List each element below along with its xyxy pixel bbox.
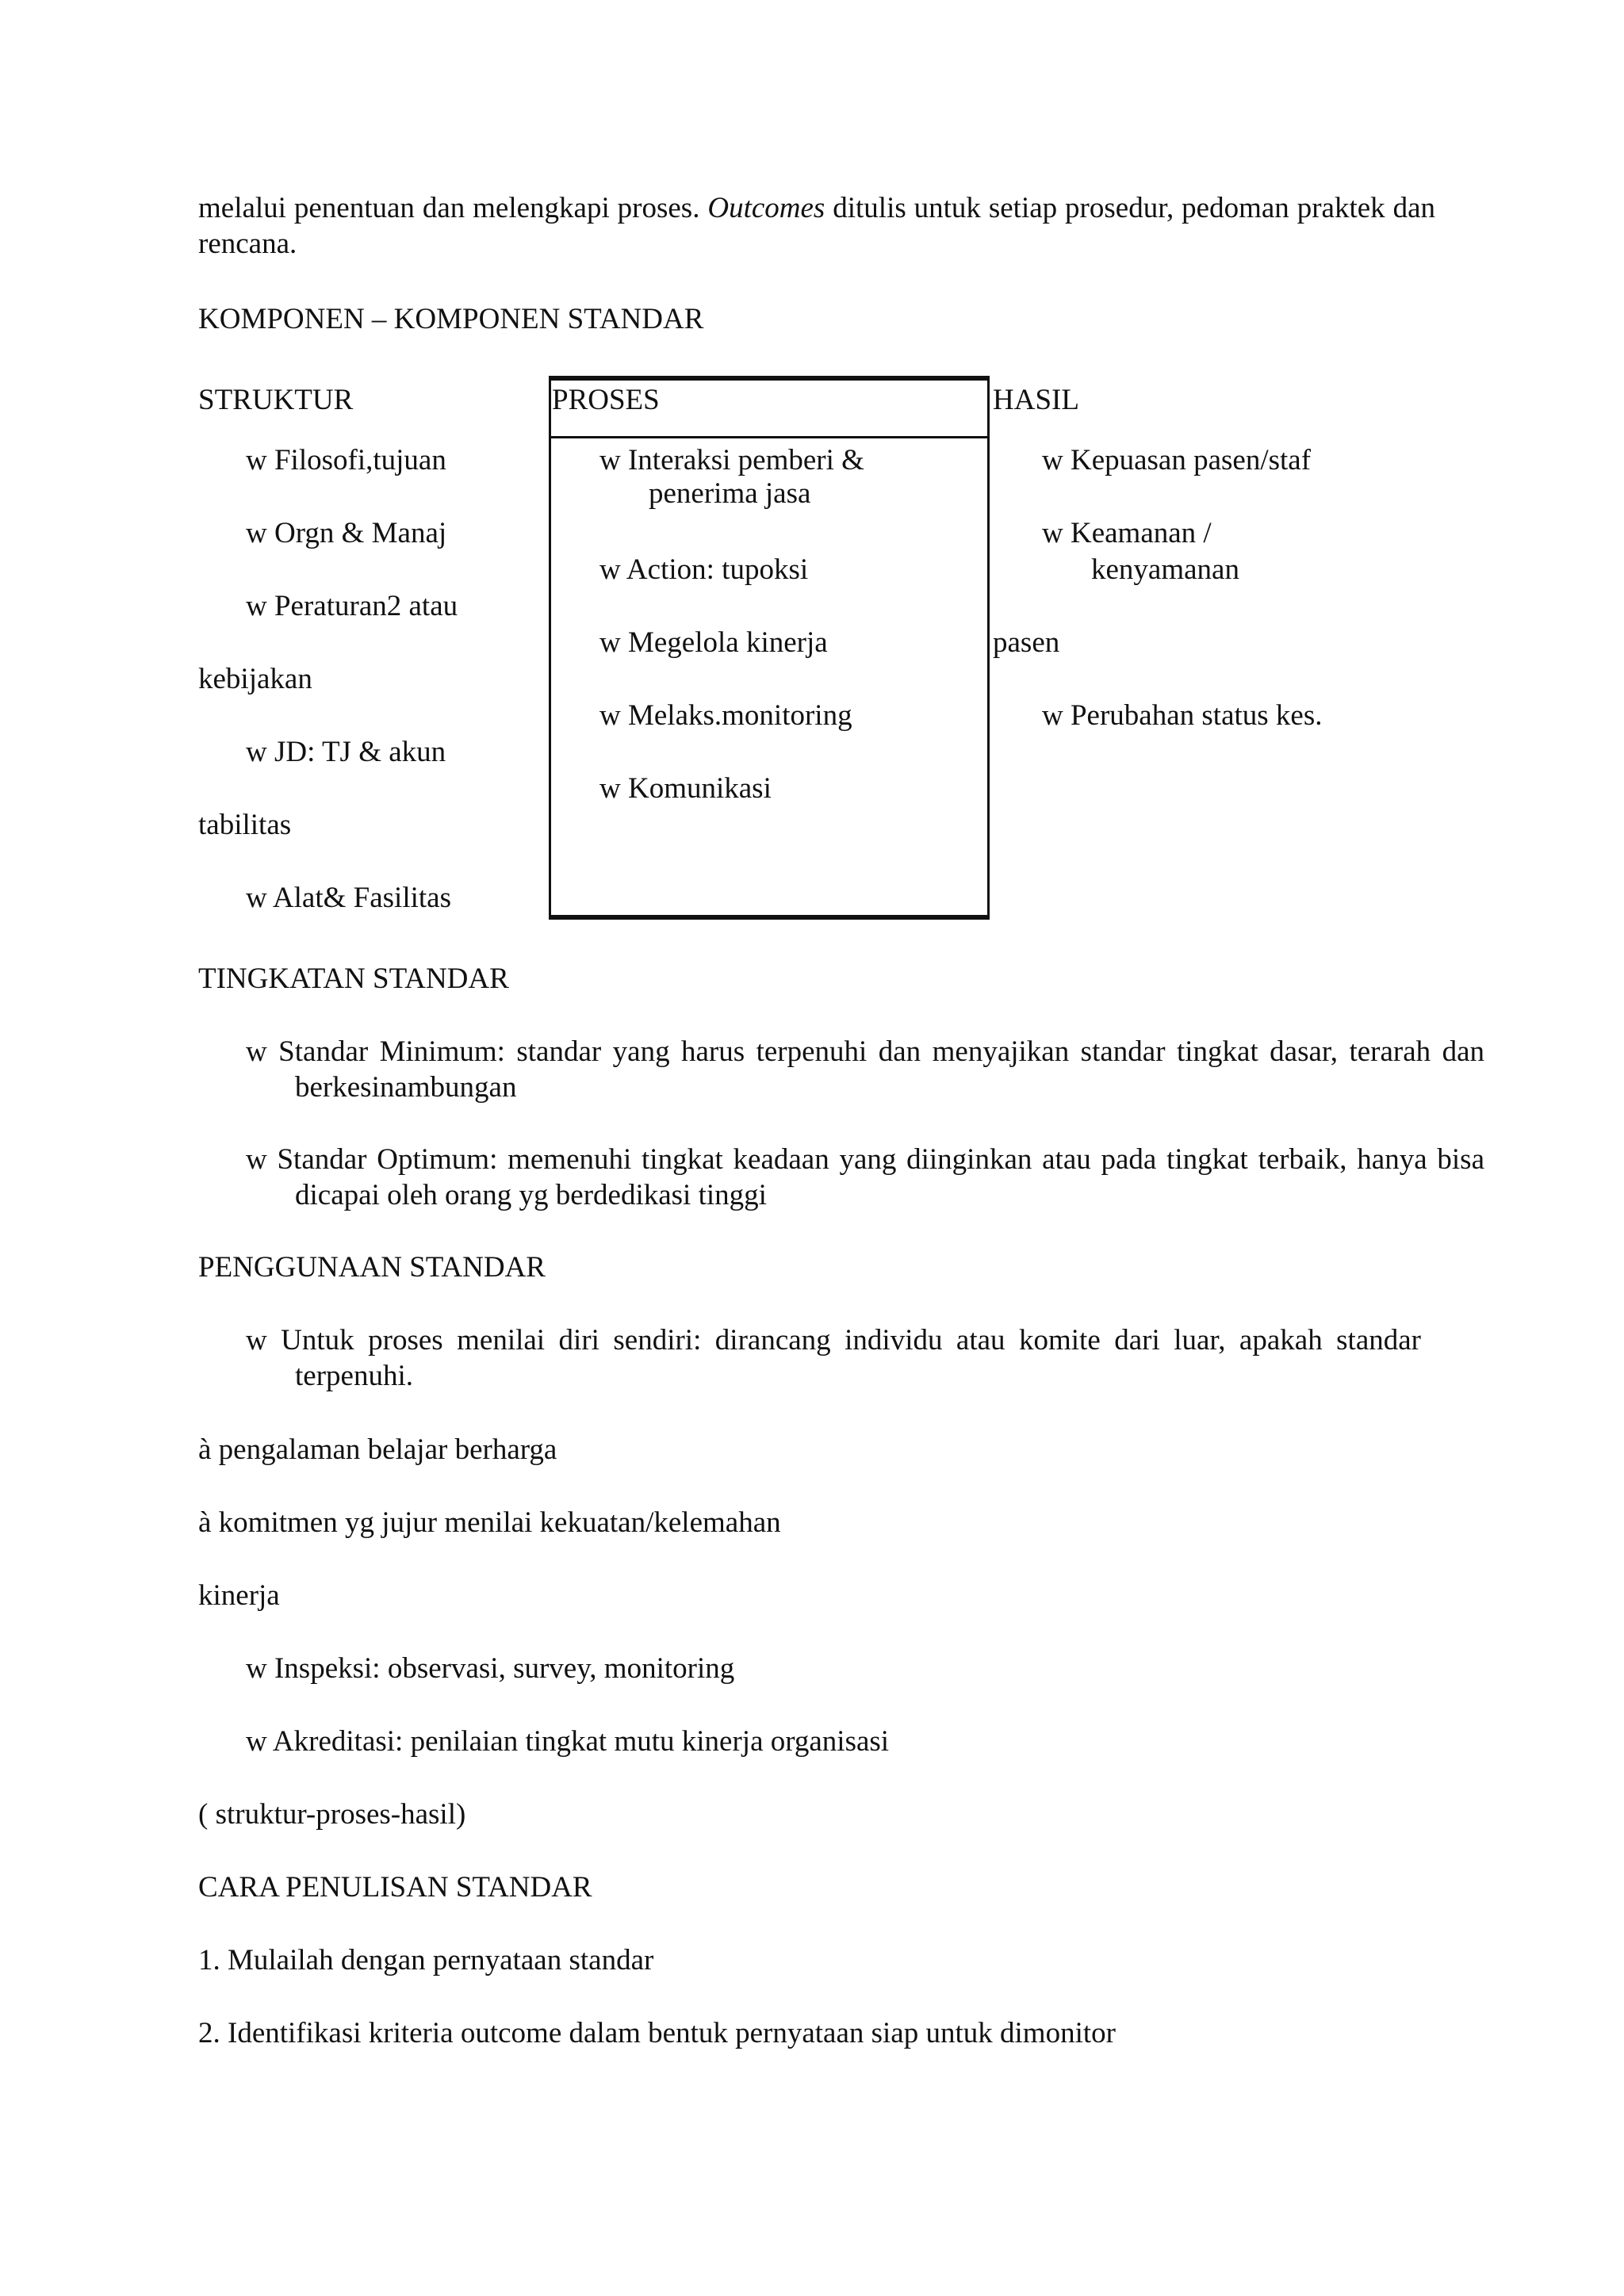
penggunaan-item: w Inspeksi: observasi, survey, monitoring xyxy=(246,1652,735,1685)
tingkatan-item: w Standar Minimum: standar yang harus terpenuhi dan menyajikan standar tingkat dasar, terarah dan berkesinambungan xyxy=(246,1035,1484,1104)
proses-item: penerima jasa xyxy=(649,477,811,510)
proses-item: w Action: tupoksi xyxy=(599,553,809,586)
penggunaan-heading: PENGGUNAAN STANDAR xyxy=(198,1251,546,1284)
tingkatan-heading: TINGKATAN STANDAR xyxy=(198,962,509,995)
struktur-item: w Filosofi,tujuan xyxy=(246,444,446,476)
penggunaan-line: à pengalaman belajar berharga xyxy=(198,1433,557,1466)
penggunaan-line: à komitmen yg jujur menilai kekuatan/kelemahan xyxy=(198,1506,781,1539)
cara-step: 1. Mulailah dengan pernyataan standar xyxy=(198,1944,654,1976)
tingkatan-item: w Standar Optimum: memenuhi tingkat keadaan yang diinginkan atau pada tingkat terbaik, hanya bisa dicapai oleh orang yg berdedikasi tinggi xyxy=(246,1143,1484,1211)
proses-item: w Megelola kinerja xyxy=(599,626,828,659)
hasil-item: kenyamanan xyxy=(1091,553,1239,586)
intro-text-italic: Outcomes xyxy=(707,192,825,224)
struktur-heading: STRUKTUR xyxy=(198,384,354,416)
penggunaan-item: w Akreditasi: penilaian tingkat mutu kinerja organisasi xyxy=(246,1725,890,1758)
hasil-item: pasen xyxy=(993,626,1060,659)
proses-item: w Melaks.monitoring xyxy=(599,699,852,732)
hasil-item: w Kepuasan pasen/staf xyxy=(1042,444,1312,476)
penggunaan-line: kinerja xyxy=(198,1579,280,1612)
hasil-item: w Perubahan status kes. xyxy=(1042,699,1323,732)
hasil-item: w Keamanan / xyxy=(1042,517,1212,549)
komponen-heading: KOMPONEN – KOMPONEN STANDAR xyxy=(198,303,704,335)
intro-paragraph xyxy=(198,190,1435,262)
struktur-item: w JD: TJ & akun xyxy=(246,736,446,768)
struktur-item: tabilitas xyxy=(198,809,292,841)
struktur-item: w Peraturan2 atau xyxy=(246,590,458,622)
proses-item: w Interaksi pemberi & xyxy=(599,444,864,476)
cara-step: 2. Identifikasi kriteria outcome dalam bentuk pernyataan siap untuk dimonitor xyxy=(198,2017,1116,2049)
hasil-heading: HASIL xyxy=(993,384,1079,416)
cara-heading: CARA PENULISAN STANDAR xyxy=(198,1871,592,1904)
struktur-item: w Orgn & Manaj xyxy=(246,517,447,549)
proses-heading: PROSES xyxy=(552,384,660,416)
struktur-item: kebijakan xyxy=(198,663,312,695)
proses-item: w Komunikasi xyxy=(599,772,772,805)
proses-divider xyxy=(549,436,990,438)
intro-text-after: ditulis untuk setiap prosedur, pedoman praktek dan rencana. xyxy=(198,192,1435,260)
penggunaan-line: ( struktur-proses-hasil) xyxy=(198,1798,466,1831)
struktur-item: w Alat& Fasilitas xyxy=(246,882,451,914)
intro-text-before: melalui penentuan dan melengkapi proses. xyxy=(198,192,708,224)
penggunaan-item: w Untuk proses menilai diri sendiri: dirancang individu atau komite dari luar, apakah standar terpenuhi. xyxy=(246,1324,1421,1392)
